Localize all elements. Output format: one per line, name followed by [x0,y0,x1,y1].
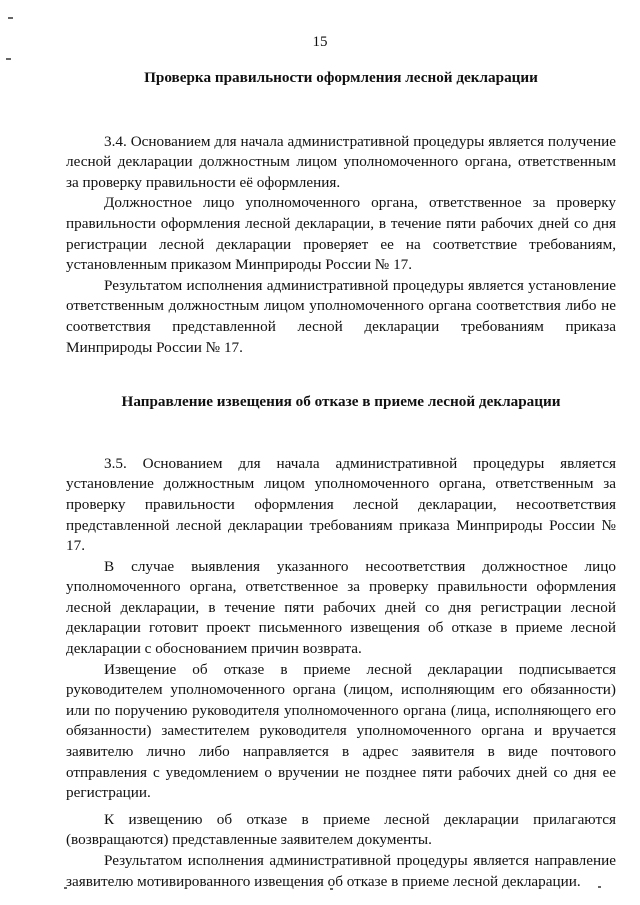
scan-mark [6,58,11,60]
scan-mark [8,17,13,19]
section-form-check [66,68,616,358]
paragraph: Результатом исполнения административной процедуры является направление заявителю мотивированного извещения об отказе в приеме лесной декларации. [66,852,616,890]
paragraph: 3.4. Основанием для начала административной процедуры является получение лесной декларации должностным лицом уполномоченного органа, ответственным за проверку правильности её оформления. [66,132,616,191]
section-refusal-notice [66,392,616,892]
section-title: Направление извещения об отказе в приеме лесной декларации [121,393,561,411]
page-number: 15 [312,34,328,50]
section-title: Проверка правильности оформления лесной декларации [144,69,538,86]
document-body [66,68,616,892]
paragraph: Извещение об отказе в приеме лесной декларации подписывается руководителем уполномоченного органа (лицом, исполняющим его обязанности) или по поручению руководителя уполномоченного органа (лица, исполняющего его обязанности) заместителем руководителя уполномоченного органа и вручается заявителю лично либо направляется в адрес заявителя в виде почтового отправления с уведомлением о вручении не позднее пяти рабочих дней со дня ее регистрации. [66,660,616,802]
section-spacer [66,358,616,392]
paragraph: В случае выявления указанного несоответствия должностное лицо уполномоченного органа, ответственное за проверку правильности оформления лесной декларации, в течение пяти рабочих дней со дня регистрации лесной декларации готовит проект письменного извещения об отказе в приеме лесной декларации с обоснованием причин возврата. [66,557,616,658]
paragraph: Результатом исполнения административной процедуры является установление ответственным должностным лицом уполномоченного органа соответствия либо не соответствия представленной лесной декларации требованиям приказа Минприроды России № 17. [66,276,616,356]
paragraph: Должностное лицо уполномоченного органа, ответственное за проверку правильности оформления лесной декларации, в течение пяти рабочих дней со дня регистрации лесной декларации проверяет ее на соответствие требованиям, установленным приказом Минприроды России № 17. [66,194,616,274]
paragraph: К извещению об отказе в приеме лесной декларации прилагаются (возвращаются) представленные заявителем документы. [66,810,616,849]
paragraph: 3.5. Основанием для начала административной процедуры является установление должностным лицом уполномоченного органа, ответственным за проверку правильности оформления лесной декларации, несоответствия представленной лесной декларации требованиям приказа Минприроды России № 17. [66,454,616,555]
